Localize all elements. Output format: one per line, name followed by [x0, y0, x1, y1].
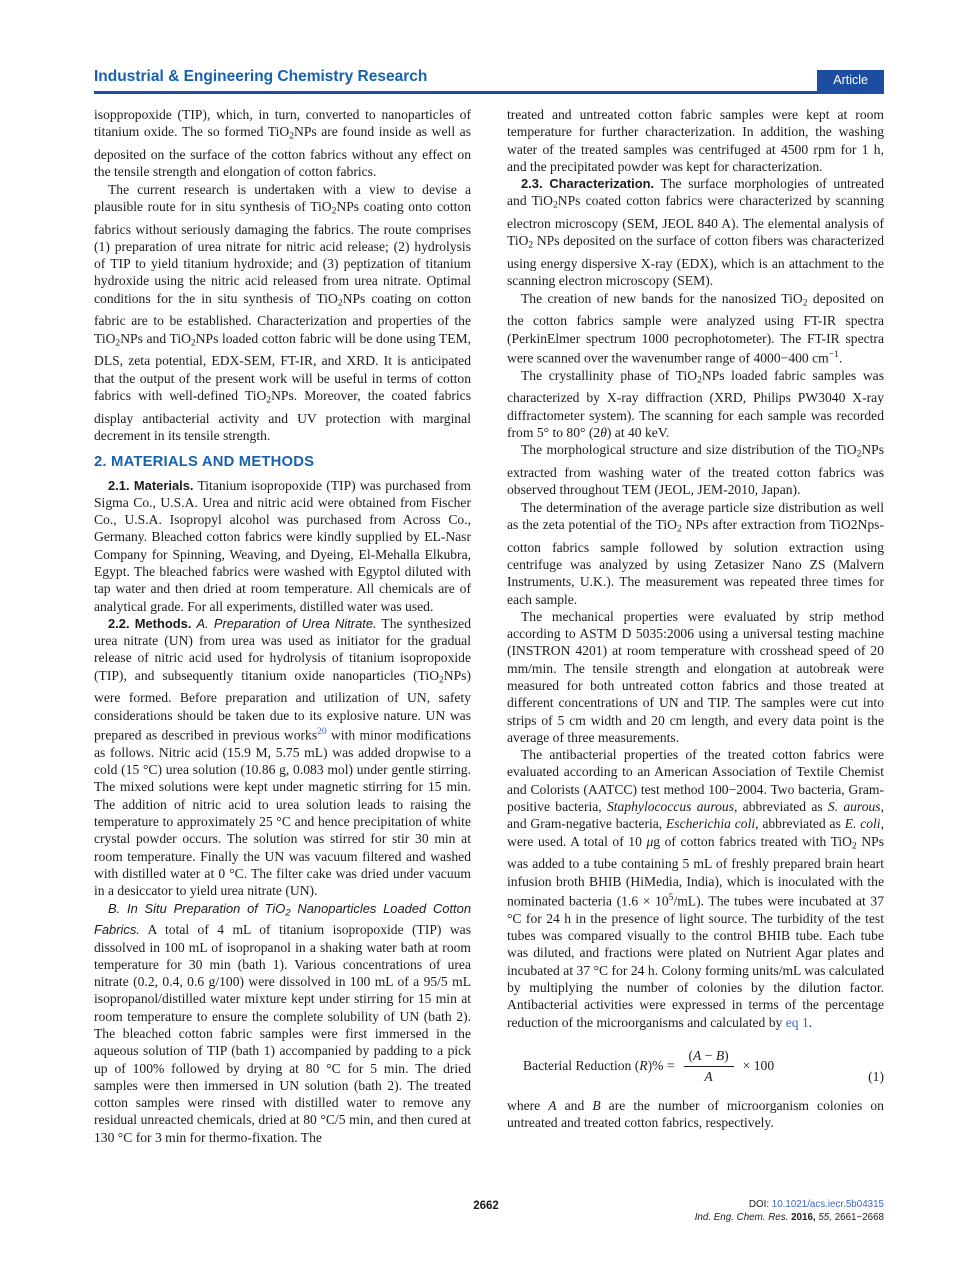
paragraph — [507, 499, 884, 608]
text-run: B — [592, 1098, 601, 1114]
doi-link[interactable]: 10.1021/acs.iecr.5b04315 — [771, 1199, 884, 1210]
text-run: 2 — [337, 298, 343, 309]
equation-1-link[interactable]: eq 1 — [785, 1014, 809, 1030]
text-run: 2 — [115, 338, 121, 349]
paragraph — [94, 477, 471, 615]
text-run: 2 — [331, 206, 337, 217]
left-column — [94, 106, 471, 1146]
text-run: θ — [600, 425, 607, 441]
fraction-numerator — [684, 1047, 734, 1067]
equation-lhs — [523, 1057, 675, 1074]
text-run: 2.1. Materials. — [108, 477, 194, 493]
text-run: 2 — [676, 524, 682, 535]
text-run: ( — [688, 1047, 694, 1063]
text-run: NPs loaded cotton fabric will be done using TEM, DLS, zeta potential, EDX-SEM, FT-IR, and XRD. It is anticipated that the output of the present work will be useful in terms of cotton fabrics with well-defined TiO — [94, 330, 472, 403]
text-run: The antibacterial properties of the treated cotton fabrics were evaluated according to an American Association of Textile Chemist and Colorists (AATCC) test method 100−2004. Two bacteria, Gram-positive bacteria, — [507, 747, 884, 815]
reference-20-link[interactable]: 20 — [317, 727, 327, 738]
text-run: NPs coating onto cotton fabrics without seriously damaging the fabrics. The route comprises (1) preparation of urea nitrate for nitric acid release; (2) hydrolysis of TIP to yield titanium hydroxide; and (3) peptization of titanium hydroxide using the nitric acid released from urea nitrate. Optimal conditions for the in situ synthesis of TiO — [94, 198, 471, 306]
paragraph — [507, 106, 884, 175]
article-page — [94, 68, 884, 1146]
text-run: DOI: — [748, 1199, 772, 1210]
text-run: 55, — [818, 1212, 835, 1223]
fraction-denominator — [704, 1067, 712, 1086]
text-run: A — [704, 1068, 713, 1084]
text-run: The surface morphologies of untreated and TiO — [507, 176, 884, 209]
two-column-body — [94, 106, 884, 1146]
text-run: with minor modifications as follows. Nitric acid (15.9 M, 5.75 mL) was added dropwise to a cold (15 °C) urea solution (10.86 g, 0.083 mol) under gentle stirring. The mixed solutions were kept under magnetic stirring for 15 min. The addition of nitric acid to urea solution leads to raising the temperature to approximately 25 °C and hence precipitation of white crystal powder occurs. The solution was stirred for stir 30 min at room temperature. Finally the UN was vacuum filtered and washed with distilled water at 0 °C. The filter cake was dried under vacuum in a desiccator to yield urea nitrate (UN). — [94, 727, 472, 899]
text-run: 2.3. Characterization. — [521, 176, 655, 192]
paragraph — [507, 367, 884, 442]
text-run: . — [808, 1014, 813, 1030]
paragraph — [94, 900, 471, 1147]
text-run: 2 — [190, 338, 196, 349]
text-run: μ — [646, 833, 654, 849]
text-run: 2 — [285, 906, 291, 918]
text-run: × 100 — [742, 1058, 775, 1074]
text-run: 2 — [439, 675, 444, 686]
text-run: 2661−2668 — [834, 1212, 884, 1223]
text-run: 2 — [553, 200, 558, 211]
text-run: deposited on the cotton fabrics sample were analyzed using FT-IR spectra (PerkinElmer spectrum 1000 pecrophotometer). The FT-IR spectra were scanned over the wavenumber range of 4000−400 cm — [507, 290, 884, 366]
text-run: −1 — [828, 349, 839, 360]
text-run: NPs deposited on the surface of cotton fibers was characterized using energy dispersive X-ray (EDX), which is an attachment to the scanning electron microscopy (SEM). — [507, 233, 884, 289]
text-run: NPs loaded fabric samples was characterized by X-ray diffraction (XRD, Philips PW3040 X-ray diffractometer system). The scanning for each sample was recorded from 5° to 80° (2 — [507, 367, 884, 441]
text-run: , and Gram-negative bacteria, — [507, 799, 884, 832]
equation-where-clause — [507, 1097, 884, 1132]
text-run: 2016, — [791, 1212, 819, 1223]
text-run: treated and untreated cotton fabric samples were kept at room temperature for further characterization. In addition, the washing water of the treated samples was centrifuged at 4500 rpm for 1 h, and the precipitated powder was kept for characterization. — [507, 107, 884, 174]
text-run: NPs. Moreover, the coated fabrics display antibacterial activity and UV protection with marginal decrement in its tensile strength. — [94, 387, 471, 443]
equation-fraction — [684, 1047, 734, 1085]
text-run: A. Preparation of Urea Nitrate. — [196, 615, 377, 631]
journal-title: Industrial & Engineering Chemistry Research — [94, 68, 428, 85]
text-run: NPs) were formed. Before preparation and utilization of UN, safety considerations should be taken due to its explosive nature. UN was prepared as described in previous works — [94, 667, 471, 743]
text-run: and — [556, 1098, 593, 1114]
text-run: Bacterial Reduction ( — [523, 1058, 640, 1074]
text-run: Ind. Eng. Chem. Res. — [694, 1212, 792, 1223]
page-number: 2662 — [473, 1200, 499, 1212]
text-run: Staphylococcus aurous — [606, 799, 735, 815]
text-run: , were used. A total of 10 — [507, 816, 884, 849]
text-run: The morphological structure and size distribution of the TiO — [521, 442, 857, 458]
text-run: 5 — [668, 892, 674, 903]
paragraph — [94, 181, 471, 445]
text-run: , abbreviated as — [734, 799, 828, 815]
text-run: . — [838, 350, 843, 366]
text-run: )% = — [647, 1058, 675, 1074]
article-type-badge: Article — [817, 70, 884, 91]
section-heading: 2. MATERIALS AND METHODS — [94, 454, 315, 471]
paragraph — [507, 175, 884, 290]
citation-line — [695, 1211, 884, 1224]
text-run: B — [715, 1047, 725, 1063]
text-run: The creation of new bands for the nanosized TiO — [521, 290, 803, 306]
text-run: 2 — [852, 841, 857, 852]
text-run: The synthesized urea nitrate (UN) from urea was used as initiator for the gradual release of nitric acid used for hydrolysis of titanium isopropoxide (TIP), and subsequently titanium oxide nanoparticles (TiO — [94, 615, 471, 683]
text-run: Escherichia coli — [666, 816, 756, 832]
right-column — [507, 106, 884, 1146]
text-run: , abbreviated as — [755, 816, 845, 832]
text-run: B. In Situ Preparation of TiO — [108, 900, 286, 916]
text-run: ) at 40 keV. — [606, 425, 670, 441]
text-run: The mechanical properties were evaluated by strip method according to ASTM D 5035:2006 using a universal testing machine (INSTRON 4201) at room temperature with crosshead speed of 20 mm/min. The tensile strength and elongation at autobreak were measured for both untreated cotton fabrics and those treated at different concentrations of UN and TIP. The samples were cut into strips of 5 cm width and 20 cm length, and every data point is the average of three measurements. — [507, 608, 884, 745]
text-run: NPs are found inside as well as deposited on the surface of the cotton fabrics without any effect on the tensile strength and elongation of cotton fabrics. — [94, 124, 471, 180]
journal-header — [94, 68, 884, 94]
paragraph — [94, 106, 471, 181]
text-run: isoppropoxide (TIP), which, in turn, converted to nanoparticles of titanium oxide. The so formed TiO — [94, 107, 471, 140]
doi-line — [695, 1198, 884, 1211]
text-run: − — [701, 1047, 716, 1063]
text-run: NPs was added to a tube containing 5 mL of freshly prepared brain heart infusion broth BHIB (HiMedia, India), which is inoculated with the nominated bacteria (1.6 × 10 — [507, 833, 885, 909]
paragraph — [507, 746, 884, 1031]
text-run: where — [507, 1098, 549, 1114]
text-run: NPs coated cotton fabrics were characterized by scanning electron microscopy (SEM, JEOL 840 A). The elemental analysis of TiO — [507, 193, 884, 249]
text-run: A — [548, 1098, 557, 1114]
text-run: R — [639, 1058, 648, 1074]
text-run: S. aurous — [827, 799, 881, 815]
text-run: The determination of the average particle size distribution as well as the zeta potential of the TiO — [507, 499, 884, 532]
text-run: 2 — [266, 395, 272, 406]
text-run: A — [693, 1047, 702, 1063]
right-column-paragraphs — [507, 106, 884, 1031]
text-run: 2 — [697, 375, 702, 386]
citation-block — [695, 1198, 884, 1224]
text-run: Titanium isopropoxide (TIP) was purchased from Sigma Co., U.S.A. Urea and nitric acid were obtained from Fischer Co., U.S.A. Isopropyl alcohol was purchased from Across Co., Germany. Bleached cotton fabrics were kindly supplied by EL-Nasr Company for Spinning, Weaving, and Dyeing, El-Mehalla Elkubra, Egypt. The bleached fabrics were washed with Egyptol diluted with tap water and then dried at room temperature. All chemicals are of analytical grade. For all experiments, distilled water was used. — [94, 477, 471, 614]
text-run: E. coli — [844, 816, 881, 832]
paragraph — [507, 290, 884, 367]
paragraph — [507, 441, 884, 498]
text-run: 2 — [289, 131, 294, 142]
text-run: are the number of microorganism colonies on untreated and treated cotton fabrics, respectively. — [507, 1098, 884, 1131]
text-run: NPs and TiO — [120, 330, 191, 346]
text-run: NPs extracted from washing water of the treated cotton fabrics was observed throughout TEM (JEOL, JEM-2010, Japan). — [507, 442, 884, 498]
text-run: g of cotton fabrics treated with TiO — [653, 833, 853, 849]
text-run: Nanoparticles Loaded Cotton Fabrics. — [94, 900, 472, 938]
text-run: 2.2. Methods. — [108, 615, 192, 631]
text-run: A total of 4 mL of titanium isopropoxide (TIP) was dissolved in 100 mL of isopropanol in a shaking water bath at room temperature for 30 min (bath 1). Various concentrations of urea nitrate (0.2, 0.4, 0.6 g/100) were dissolved in 100 mL of a 95/5 mL isopropanol/distilled water mixture kept under stirring for 15 min at room temperature to ensure the complete solubility of UN (bath 2). The bleached cotton fabric samples were first immersed in the aqueous solution of TIP (bath 1) accompanied by padding to a pick up of 100% followed by drying at 80 °C for 5 min. The dried samples were then immersed in UN solution (bath 2). The treated cotton samples were rinsed with distilled water to remove any residual unreacted chemicals, dried at 80 °C/5 min, and then cured at 130 °C for 3 min for thermo-fixation. The — [94, 922, 471, 1145]
text-run: The crystallinity phase of TiO — [521, 367, 698, 383]
equation-body — [523, 1047, 774, 1085]
text-run: The current research is undertaken with a view to devise a plausible route for in situ synthesis of TiO — [94, 181, 471, 214]
text-run: NPs coating on cotton fabric are to be established. Characterization and properties of the TiO — [94, 290, 471, 346]
text-run: 2 — [528, 240, 534, 251]
equation-rhs — [743, 1057, 774, 1074]
equation-number: (1) — [868, 1068, 884, 1084]
text-run: 2 — [856, 449, 862, 460]
equation-1 — [507, 1047, 884, 1085]
text-run: 2 — [802, 298, 808, 309]
text-run: NPs after extraction from TiO2Nps-cotton fabrics sample followed by solution extraction using centrifuge was analyzed by using Zetasizer Nano ZS (Malvern Instruments, U.K.). The measurement was repeated three times for each sample. — [507, 516, 884, 607]
text-run: ) — [724, 1047, 729, 1063]
text-run: /mL). The tubes were incubated at 37 °C for 24 h in the presence of light source. The turbidity of the test tubes was compared visually to the control BHIB tube. Each tube was diluted, and fractions were plated on Nutrient Agar plates and incubated at 37 °C for 24 h. Colony forming units/mL was calculated by multiplying the number of colonies by the dilution factor. Antibacterial activities were expressed in terms of the percentage reduction of the microorganisms and calculated by — [507, 893, 884, 1030]
paragraph — [507, 608, 884, 746]
paragraph — [94, 615, 471, 900]
page-footer — [0, 1198, 972, 1238]
